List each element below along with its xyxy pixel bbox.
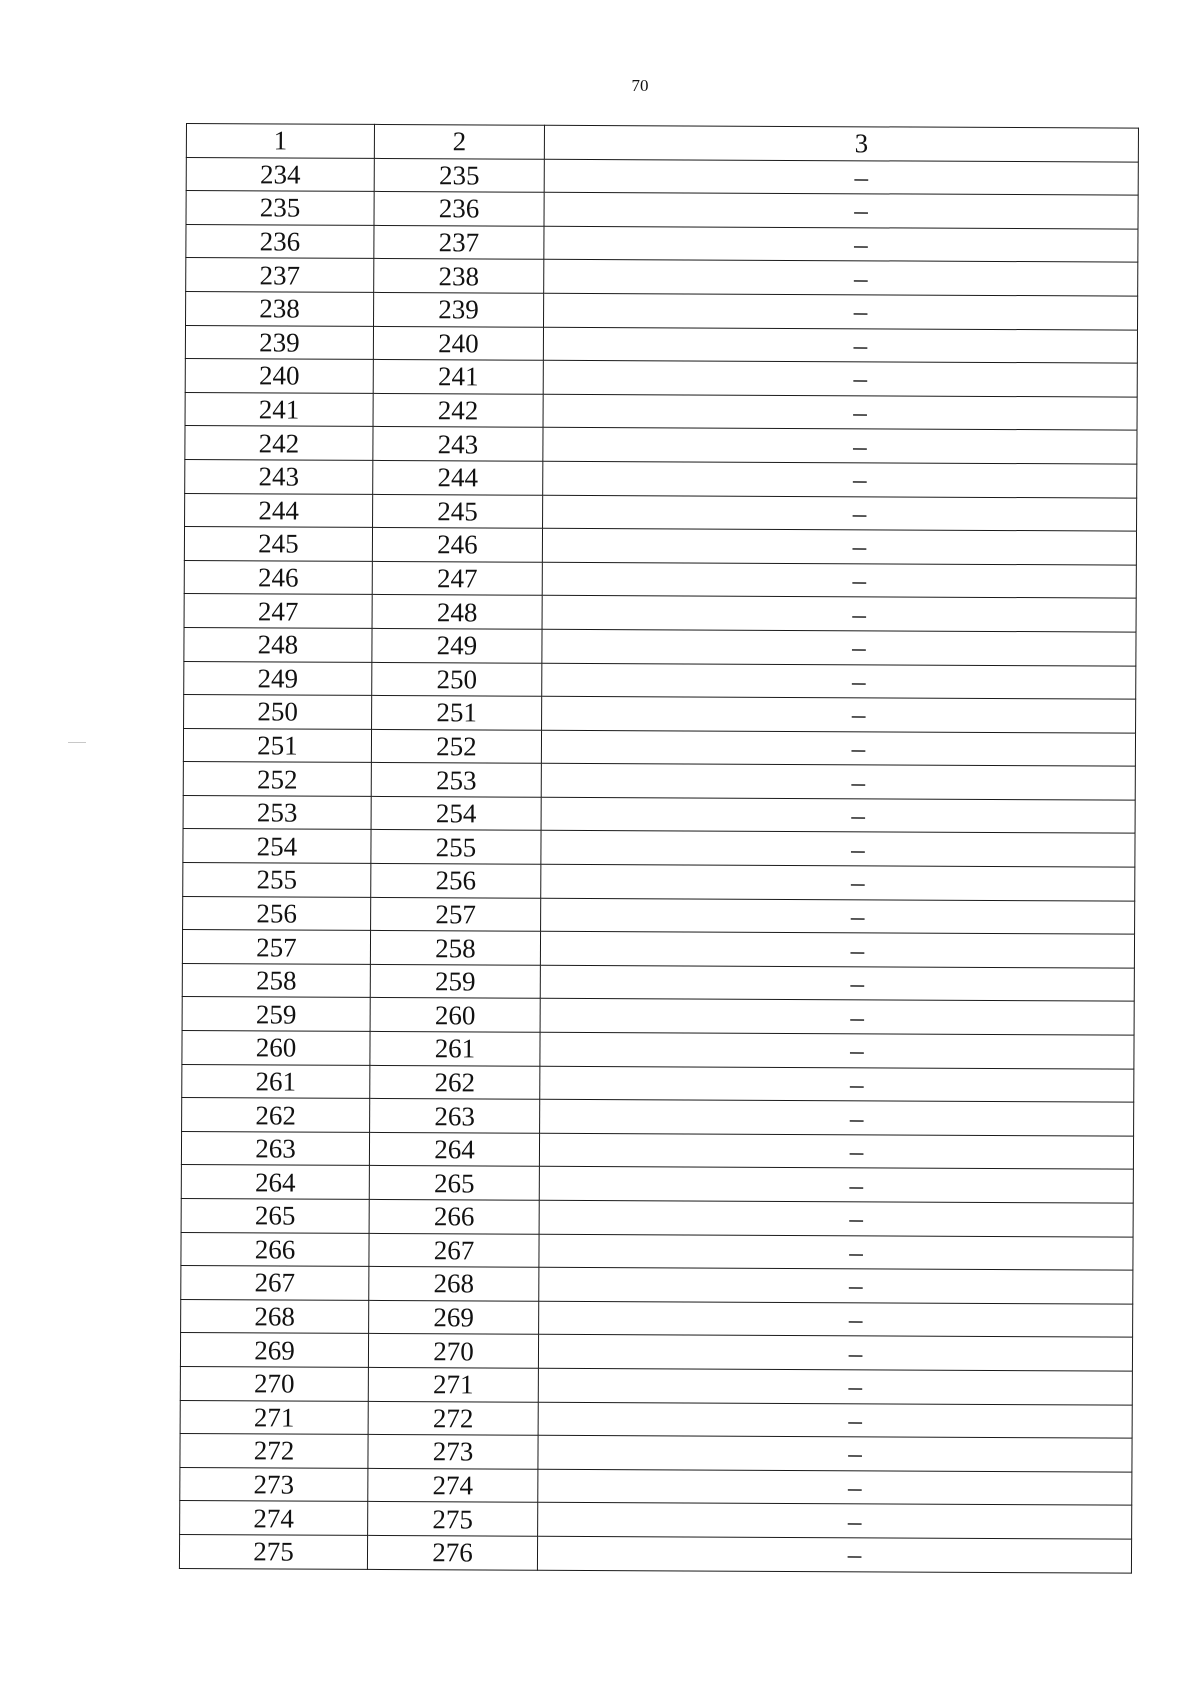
table-row	[180, 1467, 1132, 1505]
table-row	[183, 829, 1135, 867]
table-cell-col3: –	[542, 629, 1136, 665]
data-table-wrapper	[179, 123, 1138, 1573]
table-row	[186, 258, 1138, 296]
table-row	[182, 1064, 1134, 1102]
table-cell-col2: 268	[369, 1267, 539, 1301]
table-cell-col2: 269	[369, 1300, 539, 1334]
table-cell-col1: 244	[185, 493, 373, 528]
table-cell-col3: –	[543, 360, 1137, 396]
table-cell-col1: 260	[182, 1031, 370, 1066]
table-cell-col2: 267	[369, 1233, 539, 1267]
table-cell-col3: –	[542, 663, 1136, 699]
table-cell-col1: 248	[184, 627, 372, 662]
table-body	[179, 124, 1138, 1573]
table-cell-col3: –	[541, 730, 1135, 766]
table-cell-col3: –	[540, 931, 1134, 967]
table-cell-col2: 262	[370, 1065, 540, 1099]
table-cell-col1: 246	[184, 560, 372, 595]
table-cell-col1: 268	[181, 1299, 369, 1334]
table-cell-col1: 251	[183, 728, 371, 763]
table-cell-col2: 270	[368, 1334, 538, 1368]
table-row	[184, 560, 1136, 598]
table-row	[185, 426, 1137, 464]
table-row	[186, 291, 1138, 329]
table-cell-col2: 245	[373, 494, 543, 528]
table-cell-col1: 258	[182, 963, 370, 998]
table-row	[184, 527, 1136, 565]
table-cell-col3: –	[543, 461, 1137, 497]
table-row	[181, 1266, 1133, 1304]
table-cell-col2: 261	[370, 1031, 540, 1065]
table-cell-col1: 238	[186, 291, 374, 326]
table-cell-col3: –	[541, 831, 1135, 867]
table-row	[184, 594, 1136, 632]
table-cell-col2: 248	[372, 595, 542, 629]
table-cell-col2: 249	[372, 628, 542, 662]
table-row	[182, 963, 1134, 1001]
table-row	[182, 997, 1134, 1035]
table-row	[185, 325, 1137, 363]
table-cell-col2: 250	[372, 662, 542, 696]
table-row	[180, 1333, 1132, 1371]
table-cell-col3: –	[540, 1066, 1134, 1102]
table-cell-col2: 257	[371, 897, 541, 931]
table-cell-col3: –	[542, 596, 1136, 632]
table-cell-col2: 273	[368, 1435, 538, 1469]
table-cell-col2: 238	[374, 259, 544, 293]
table-cell-col3: –	[541, 764, 1135, 800]
table-row	[181, 1299, 1133, 1337]
table-row	[182, 930, 1134, 968]
table-cell-col3: –	[540, 1099, 1134, 1135]
table-cell-col2: 254	[371, 796, 541, 830]
table-cell-col2: 263	[370, 1099, 540, 1133]
table-cell-col2: 271	[368, 1367, 538, 1401]
table-row	[181, 1232, 1133, 1270]
table-cell-col1: 234	[186, 157, 374, 192]
table-row	[186, 191, 1138, 229]
table-cell-col1: 240	[185, 359, 373, 394]
table-cell-col3: –	[539, 1301, 1133, 1337]
table-cell-col3: –	[542, 528, 1136, 564]
table-cell-col1: 235	[186, 191, 374, 226]
table-cell-col3: –	[538, 1402, 1132, 1438]
table-row	[181, 1198, 1133, 1236]
table-row	[184, 661, 1136, 699]
table-cell-col3: –	[538, 1469, 1132, 1505]
table-row	[185, 459, 1137, 497]
table-cell-col3: –	[540, 999, 1134, 1035]
table-cell-col2: 240	[373, 326, 543, 360]
table-row	[186, 157, 1138, 195]
table-row	[180, 1434, 1132, 1472]
table-cell-col2: 241	[373, 360, 543, 394]
table-row	[182, 1098, 1134, 1136]
table-header-row	[186, 124, 1138, 162]
table-row	[180, 1501, 1132, 1539]
table-cell-col3: –	[542, 696, 1136, 732]
table-cell-col1: 254	[183, 829, 371, 864]
table-cell-col1: 253	[183, 795, 371, 830]
table-cell-col2: 243	[373, 427, 543, 461]
table-cell-col3: –	[543, 327, 1137, 363]
table-cell-col1: 264	[181, 1165, 369, 1200]
table-cell-col2: 276	[367, 1535, 537, 1569]
table-cell-col1: 263	[181, 1131, 369, 1166]
table-cell-col1: 270	[180, 1366, 368, 1401]
header-cell-col2: 2	[374, 124, 544, 158]
table-cell-col3: –	[539, 1234, 1133, 1270]
table-row	[185, 392, 1137, 430]
table-cell-col1: 255	[183, 863, 371, 898]
table-cell-col1: 257	[182, 930, 370, 965]
table-cell-col2: 255	[371, 830, 541, 864]
table-cell-col2: 258	[370, 931, 540, 965]
table-cell-col2: 272	[368, 1401, 538, 1435]
table-cell-col1: 272	[180, 1434, 368, 1469]
table-cell-col2: 247	[372, 561, 542, 595]
table-cell-col3: –	[537, 1536, 1131, 1572]
table-cell-col3: –	[541, 797, 1135, 833]
table-cell-col1: 239	[185, 325, 373, 360]
table-row	[183, 728, 1135, 766]
table-cell-col2: 239	[374, 292, 544, 326]
table-cell-col1: 237	[186, 258, 374, 293]
table-cell-col3: –	[538, 1335, 1132, 1371]
table-row	[182, 1031, 1134, 1069]
table-cell-col1: 267	[181, 1266, 369, 1301]
table-cell-col1: 266	[181, 1232, 369, 1267]
table-cell-col2: 274	[368, 1468, 538, 1502]
table-row	[180, 1366, 1132, 1404]
table-row	[183, 762, 1135, 800]
table-cell-col2: 252	[371, 729, 541, 763]
table-cell-col3: –	[543, 428, 1137, 464]
header-cell-col3: 3	[544, 125, 1138, 161]
data-table	[179, 123, 1139, 1573]
table-cell-col1: 275	[179, 1534, 367, 1569]
table-cell-col3: –	[540, 1032, 1134, 1068]
table-cell-col2: 260	[370, 998, 540, 1032]
table-cell-col3: –	[539, 1267, 1133, 1303]
table-cell-col3: –	[539, 1200, 1133, 1236]
table-cell-col2: 237	[374, 225, 544, 259]
table-cell-col1: 236	[186, 224, 374, 259]
table-cell-col3: –	[538, 1435, 1132, 1471]
table-cell-col3: –	[542, 562, 1136, 598]
table-cell-col3: –	[544, 192, 1138, 228]
table-cell-col1: 250	[184, 695, 372, 730]
table-cell-col2: 275	[368, 1502, 538, 1536]
table-cell-col2: 236	[374, 192, 544, 226]
table-row	[181, 1165, 1133, 1203]
table-row	[185, 493, 1137, 531]
table-cell-col1: 245	[184, 527, 372, 562]
table-cell-col1: 273	[180, 1467, 368, 1502]
table-cell-col2: 264	[369, 1132, 539, 1166]
table-cell-col2: 265	[369, 1166, 539, 1200]
header-cell-col1: 1	[186, 124, 374, 159]
table-cell-col3: –	[541, 898, 1135, 934]
table-cell-col1: 243	[185, 459, 373, 494]
table-cell-col3: –	[539, 1167, 1133, 1203]
page-number: 70	[631, 76, 649, 95]
table-cell-col1: 249	[184, 661, 372, 696]
table-cell-col3: –	[541, 864, 1135, 900]
table-cell-col3: –	[544, 293, 1138, 329]
table-cell-col1: 247	[184, 594, 372, 629]
table-cell-col3: –	[539, 1133, 1133, 1169]
table-cell-col1: 265	[181, 1198, 369, 1233]
table-row	[179, 1534, 1131, 1572]
table-cell-col3: –	[544, 260, 1138, 296]
table-cell-col1: 256	[183, 896, 371, 931]
table-cell-col1: 269	[180, 1333, 368, 1368]
table-cell-col2: 246	[372, 528, 542, 562]
table-cell-col1: 262	[182, 1098, 370, 1133]
table-cell-col1: 242	[185, 426, 373, 461]
table-cell-col3: –	[538, 1503, 1132, 1539]
table-row	[186, 224, 1138, 262]
table-cell-col2: 251	[372, 696, 542, 730]
table-cell-col3: –	[544, 226, 1138, 262]
table-cell-col3: –	[538, 1368, 1132, 1404]
table-cell-col2: 235	[374, 158, 544, 192]
table-row	[183, 795, 1135, 833]
table-cell-col3: –	[540, 965, 1134, 1001]
table-cell-col3: –	[543, 394, 1137, 430]
table-cell-col1: 271	[180, 1400, 368, 1435]
table-cell-col2: 266	[369, 1199, 539, 1233]
table-row	[185, 359, 1137, 397]
table-cell-col3: –	[543, 495, 1137, 531]
table-row	[180, 1400, 1132, 1438]
scan-margin-mark	[68, 742, 86, 743]
table-cell-col1: 259	[182, 997, 370, 1032]
table-row	[184, 695, 1136, 733]
table-cell-col2: 256	[371, 863, 541, 897]
table-cell-col1: 241	[185, 392, 373, 427]
table-cell-col1: 261	[182, 1064, 370, 1099]
table-cell-col2: 259	[370, 964, 540, 998]
table-row	[184, 627, 1136, 665]
table-row	[183, 896, 1135, 934]
table-row	[183, 863, 1135, 901]
table-cell-col2: 244	[373, 460, 543, 494]
table-cell-col3: –	[544, 159, 1138, 195]
table-row	[181, 1131, 1133, 1169]
table-cell-col2: 242	[373, 393, 543, 427]
table-cell-col2: 253	[371, 763, 541, 797]
table-cell-col1: 252	[183, 762, 371, 797]
table-cell-col1: 274	[180, 1501, 368, 1536]
